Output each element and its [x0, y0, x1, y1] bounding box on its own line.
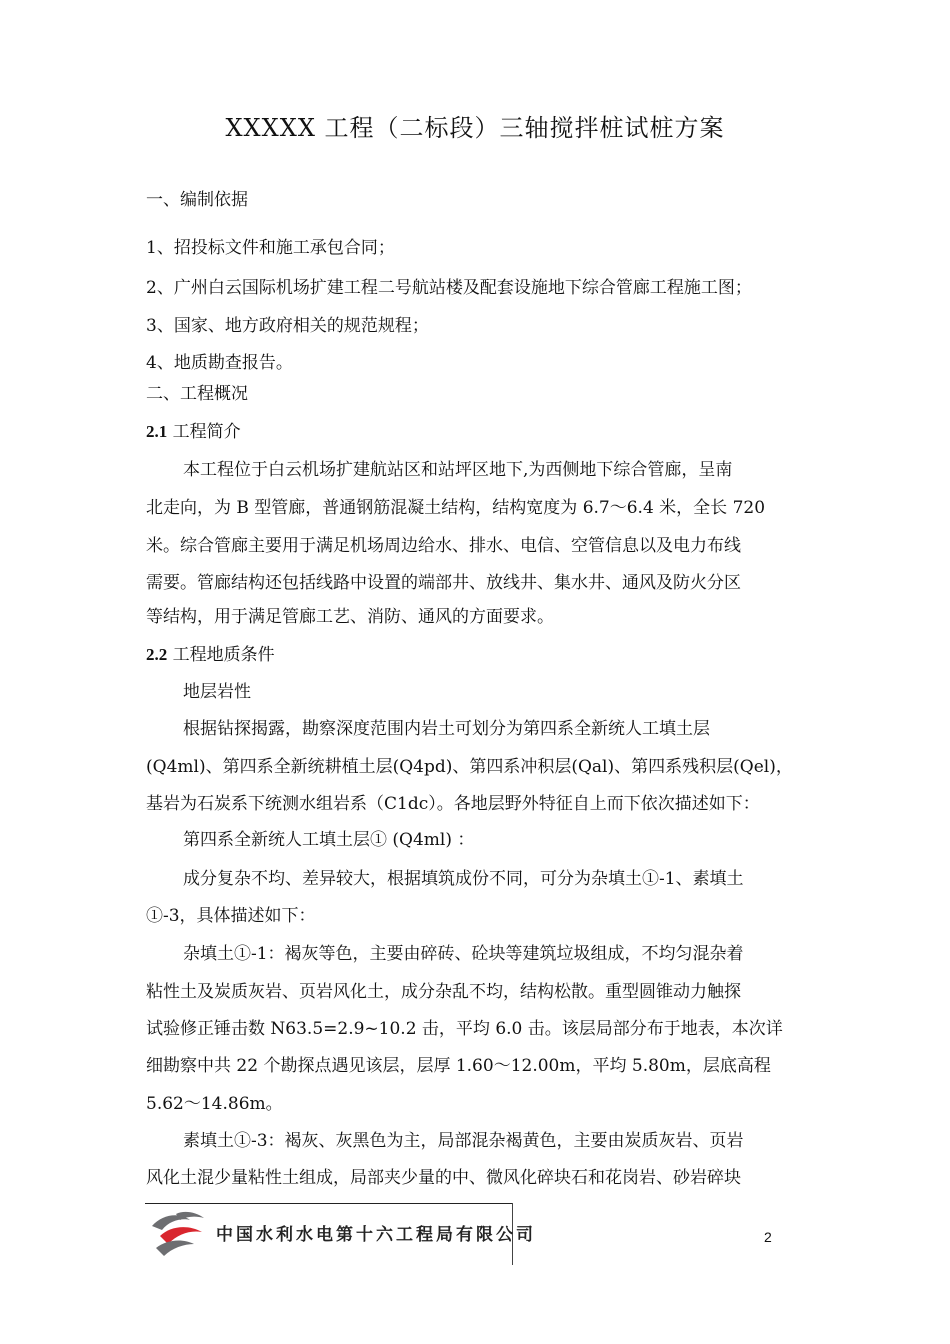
layer-line-1: 成分复杂不均、差异较大，根据填筑成份不同，可分为杂填土①-1、素填土 [183, 869, 744, 889]
intro-line-3: 米。综合管廊主要用于满足机场周边给水、排水、电信、空管信息以及电力布线 [146, 536, 741, 556]
fill-desc-line-3: 试验修正锤击数 N63.5=2.9~10.2 击，平均 6.0 击。该层局部分布于地表，本次详 [146, 1019, 783, 1039]
section-heading-overview: 二、工程概况 [146, 384, 248, 404]
basis-item-1: 1、招投标文件和施工承包合同； [146, 238, 395, 258]
plain-fill-line-1: 素填土①-3：褐灰、灰黑色为主，局部混杂褐黄色，主要由炭质灰岩、页岩 [183, 1131, 744, 1151]
intro-line-5: 等结构，用于满足管廊工艺、消防、通风的方面要求。 [146, 607, 554, 627]
fill-desc-line-2: 粘性土及炭质灰岩、页岩风化土，成分杂乱不均，结构松散。重型圆锥动力触探 [146, 982, 741, 1002]
intro-line-2: 北走向，为 B 型管廊，普通钢筋混凝土结构，结构宽度为 6.7～6.4 米，全长 720 [146, 498, 766, 518]
fill-desc-line-5: 5.62～14.86m。 [146, 1094, 283, 1114]
document-title: XXXXX 工程（二标段）三轴搅拌桩试桩方案 [225, 114, 725, 142]
company-logo-icon [146, 1206, 210, 1262]
subsection-heading-intro [146, 422, 241, 442]
subsection-number: 2.1 [146, 422, 168, 441]
subsection-title: 工程地质条件 [167, 645, 275, 665]
page-number: 2 [764, 1229, 772, 1245]
basis-item-4: 4、地质勘查报告。 [146, 353, 293, 373]
basis-item-2: 2、广州白云国际机场扩建工程二号航站楼及配套设施地下综合管廊工程施工图； [146, 278, 752, 298]
geology-line-1: 根据钻探揭露，勘察深度范围内岩土可划分为第四系全新统人工填土层 [183, 719, 710, 739]
basis-item-3: 3、国家、地方政府相关的规范规程； [146, 316, 429, 336]
geology-line-2: (Q4ml)、第四系全新统耕植土层(Q4pd)、第四系冲积层(Qal)、第四系残积层(Qel)， [146, 757, 793, 777]
subsection-number: 2.2 [146, 645, 168, 664]
geology-subheading: 地层岩性 [183, 682, 251, 702]
plain-fill-line-2: 风化土混少量粘性土组成，局部夹少量的中、微风化碎块石和花岗岩、砂岩碎块 [146, 1168, 741, 1188]
intro-line-4: 需要。管廊结构还包括线路中设置的端部井、放线井、集水井、通风及防火分区 [146, 573, 741, 593]
footer-divider [145, 1203, 513, 1204]
layer-heading: 第四系全新统人工填土层① (Q4ml) ： [183, 830, 475, 850]
subsection-title: 工程简介 [167, 422, 241, 442]
intro-line-1: 本工程位于白云机场扩建航站区和站坪区地下,为西侧地下综合管廊，呈南 [183, 460, 733, 480]
subsection-heading-geology [146, 645, 275, 665]
company-name: 中国水利水电第十六工程局有限公司 [216, 1225, 536, 1245]
fill-desc-line-1: 杂填土①-1：褐灰等色，主要由碎砖、砼块等建筑垃圾组成，不均匀混杂着 [183, 944, 744, 964]
fill-desc-line-4: 细勘察中共 22 个勘探点遇见该层，层厚 1.60～12.00m，平均 5.80m，层底高程 [146, 1056, 771, 1076]
layer-line-2: ①-3，具体描述如下： [146, 906, 316, 926]
geology-line-3: 基岩为石炭系下统测水组岩系（C1dc）。各地层野外特征自上而下依次描述如下： [146, 794, 760, 814]
section-heading-basis: 一、编制依据 [146, 190, 248, 210]
